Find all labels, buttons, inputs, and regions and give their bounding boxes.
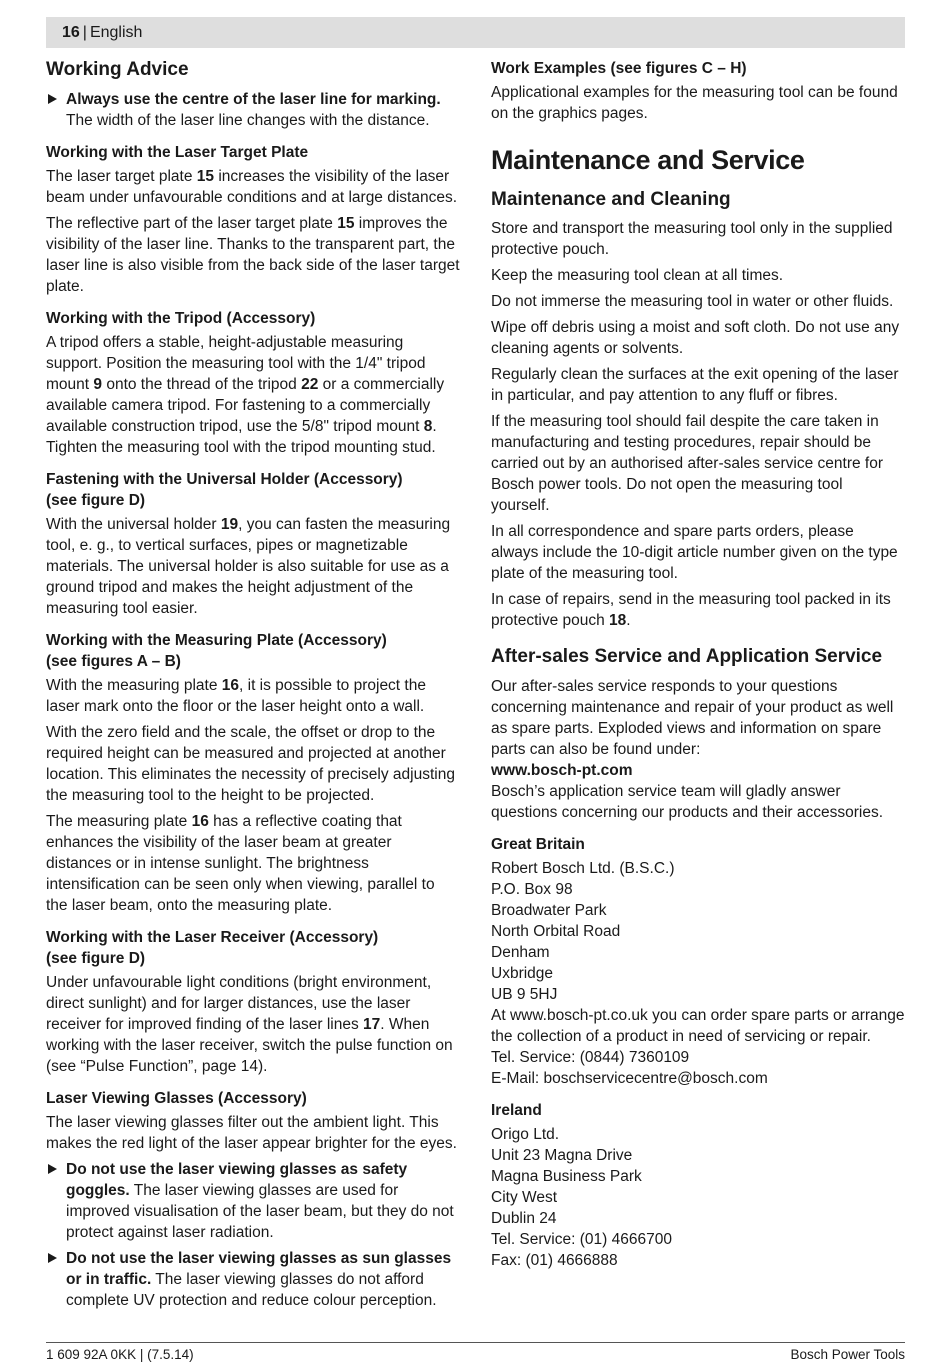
address-line: City West (491, 1189, 558, 1207)
maintenance-paragraph-3: Do not immerse the measuring tool in water or other fluids. (491, 293, 894, 311)
address-line: Dublin 24 (491, 1210, 557, 1228)
footer-brand: Bosch Power Tools (790, 1347, 905, 1362)
maintenance-paragraph-4: Wipe off debris using a moist and soft cloth. Do not use any cleaning agents or solvents. (491, 319, 900, 358)
bullet-triangle-icon (48, 1253, 57, 1263)
great-britain-address (491, 858, 905, 1089)
address-line: Tel. Service: (0844) 7360109 (491, 1049, 690, 1067)
address-line: Uxbridge (491, 965, 554, 983)
bullet-triangle-icon (48, 94, 57, 104)
tripod-paragraph: A tripod offers a stable, height-adjustable measuring support. Position the measuring tool with the 1/4" tripod mount 9 onto the thread of the tripod 22 or a commercially available camera tripod. For fastening to a commercially available construction tripod, use the 5/8" tripod mount 8. Tighten the measuring tool with the tripod mounting stud. (46, 333, 445, 456)
page-header (46, 17, 905, 48)
maintenance-paragraph-5: Regularly clean the surfaces at the exit opening of the laser in particular, and pay attention to any fluff or fibres. (491, 366, 899, 405)
address-line: P.O. Box 98 (491, 881, 573, 899)
address-line: Fax: (01) 4666888 (491, 1252, 618, 1270)
viewing-glasses-bullet-2: Do not use the laser viewing glasses as sun glasses or in traffic. The laser viewing glasses do not afford complete UV protection and reduce colour perception. (46, 1248, 460, 1311)
great-britain-heading: Great Britain (491, 836, 585, 854)
after-sales-heading: After-sales Service and Application Service (491, 646, 883, 668)
header-language: English (89, 24, 143, 41)
viewing-glasses-paragraph: The laser viewing glasses filter out the ambient light. This makes the red light of the laser appear brighter for the eyes. (46, 1113, 457, 1152)
bullet-bold-text: Always use the centre of the laser line for marking. (66, 90, 441, 108)
viewing-glasses-heading: Laser Viewing Glasses (Accessory) (46, 1089, 307, 1107)
bosch-website-link[interactable]: www.bosch-pt.com (491, 762, 633, 780)
maintenance-paragraph-6: If the measuring tool should fail despite the care taken in manufacturing and testing procedures, repair should be carried out by an authorised after-sales service centre for Bosch power tools. Do not open the measuring tool yourself. (491, 413, 883, 515)
work-examples-heading: Work Examples (see figures C – H) (491, 60, 747, 77)
address-line: Robert Bosch Ltd. (B.S.C.) (491, 860, 675, 878)
bullet-triangle-icon (48, 1164, 57, 1174)
ireland-heading: Ireland (491, 1102, 542, 1120)
address-line: Origo Ltd. (491, 1126, 560, 1144)
universal-holder-paragraph: With the universal holder 19, you can fasten the measuring tool, e. g., to vertical surfaces, pipes or magnetizable materials. The universal holder is also suitable for use as a ground tripod and makes the height adjustment of the measuring tool easier. (46, 515, 451, 617)
ireland-address (491, 1124, 905, 1271)
laser-receiver-paragraph: Under unfavourable light conditions (bright environment, direct sunlight) and for larger distances, use the laser receiver for improved finding of the laser lines 17. When working with the laser receiver, switch the pulse function on (see “Pulse Function”, page 14). (46, 973, 453, 1075)
address-line: Unit 23 Magna Drive (491, 1147, 633, 1165)
working-advice-bullet (46, 89, 460, 131)
right-column (491, 58, 905, 1271)
maintenance-paragraph-1: Store and transport the measuring tool only in the supplied protective pouch. (491, 220, 893, 259)
address-line: Magna Business Park (491, 1168, 642, 1186)
maintenance-heading: Maintenance and Cleaning (491, 188, 731, 210)
after-sales-paragraph-1: Our after-sales service responds to your questions concerning maintenance and repair of your product as well as spare parts. Exploded views and information on spare parts can also be found under: (491, 678, 894, 759)
tripod-heading: Working with the Tripod (Accessory) (46, 309, 316, 327)
header-separator: | (82, 24, 87, 41)
maintenance-paragraph-8: In case of repairs, send in the measuring tool packed in its protective pouch 18. (491, 591, 891, 630)
footer-doc-number: 1 609 92A 0KK | (7.5.14) (46, 1347, 194, 1362)
address-line: Tel. Service: (01) 4666700 (491, 1231, 672, 1249)
target-plate-heading: Working with the Laser Target Plate (46, 143, 309, 161)
laser-receiver-heading: Working with the Laser Receiver (Accessory) (see figure D) (46, 928, 379, 967)
left-column (46, 58, 460, 1316)
measuring-plate-heading: Working with the Measuring Plate (Accessory) (see figures A – B) (46, 631, 387, 670)
after-sales-paragraph-2: Bosch’s application service team will gladly answer questions concerning our products and their accessories. (491, 783, 884, 822)
measuring-plate-paragraph-1: With the measuring plate 16, it is possible to project the laser mark onto the floor or the laser height onto a wall. (46, 676, 426, 715)
address-line: E-Mail: boschservicecentre@bosch.com (491, 1070, 768, 1088)
measuring-plate-paragraph-2: With the zero field and the scale, the offset or drop to the required height can be measured and projected at another location. This eliminates the necessity of precisely adjusting the measuring tool to the height to be projected. (46, 723, 455, 804)
address-line: Broadwater Park (491, 902, 607, 920)
work-examples-paragraph: Applicational examples for the measuring tool can be found on the graphics pages. (491, 84, 898, 122)
footer-divider (46, 1342, 905, 1343)
viewing-glasses-bullet-1: Do not use the laser viewing glasses as safety goggles. The laser viewing glasses are used for improved visualisation of the laser beam, but they do not protect against laser radiation. (46, 1159, 460, 1243)
measuring-plate-paragraph-3: The measuring plate 16 has a reflective coating that enhances the visibility of the laser beam at greater distances or in intense sunlight. The brightness intensification can be seen only when viewing, parallel to the laser beam, onto the measuring plate. (46, 812, 435, 914)
target-plate-paragraph-1: The laser target plate 15 increases the visibility of the laser beam under unfavourable conditions and at large distances. (46, 167, 458, 206)
address-line: At www.bosch-pt.co.uk you can order spare parts or arrange the collection of a product in need of servicing or repair. (491, 1007, 905, 1046)
working-advice-heading: Working Advice (46, 59, 189, 80)
address-line: North Orbital Road (491, 923, 621, 941)
universal-holder-heading: Fastening with the Universal Holder (Accessory) (see figure D) (46, 470, 403, 509)
maintenance-paragraph-7: In all correspondence and spare parts orders, please always include the 10-digit article number given on the type plate of the measuring tool. (491, 523, 898, 583)
maintenance-paragraph-2: Keep the measuring tool clean at all times. (491, 267, 784, 285)
bullet-text: The width of the laser line changes with the distance. (66, 111, 430, 129)
target-plate-paragraph-2: The reflective part of the laser target plate 15 improves the visibility of the laser line. Thanks to the transparent part, the laser line is also visible from the back side of the laser target plate. (46, 214, 460, 295)
page-number: 16 (62, 24, 80, 41)
address-line: UB 9 5HJ (491, 986, 558, 1004)
chapter-title: Maintenance and Service (491, 145, 805, 175)
address-line: Denham (491, 944, 550, 962)
